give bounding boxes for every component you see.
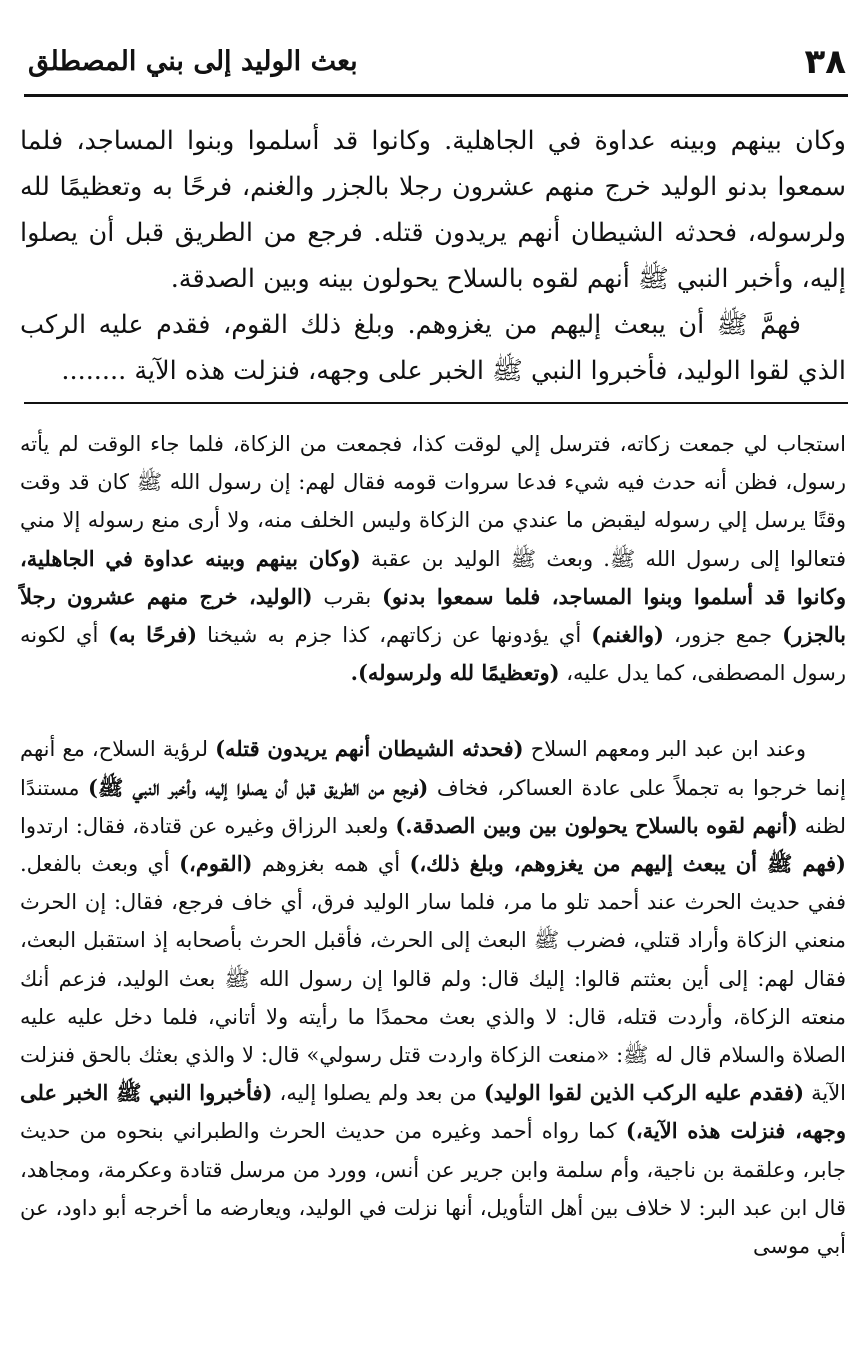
commentary: [20, 425, 846, 1265]
main-paragraph: وكان بينهم وبينه عداوة في الجاهلية. وكانوا قد أسلموا وبنوا المساجد، فلما سمعوا بدنو الوليد خرج منهم عشرون رجلا بالجزر والغنم، فرحًا به وتعظيمًا لله ولرسوله، فحدثه الشيطان أنهم يريدون قتله. فرجع من الطريق قبل أن يصلوا إليه، وأخبر النبي ﷺ أنهم لقوه بالسلاح يحولون بينه وبين الصدقة.: [20, 126, 846, 294]
commentary-text: وعند ابن عبد البر ومعهم السلاح: [523, 737, 806, 762]
header-rule: [24, 94, 848, 97]
commentary-text: أي وبعث بالفعل. ففي حديث الحرث عند أحمد تلو ما مر، فلما سار الوليد فرق، أي خاف فرجع، فقال: إن الحرث منعني الزكاة وأراد قتلي، فضرب ﷺ البعث إلى الحرث، فأقبل الحرث بأصحابه إذ استقبل البعث، فقال لهم: إلى أين بعثتم قالوا: إليك قال: ولم قالوا إن رسول الله ﷺ بعث الوليد، فزعم أنك منعته الزكاة، وأردت قتله، قال: لا والذي بعث محمدًا ما رأيته ولا أتاني، فلما دخل عليه عليه الصلاة والسلام قال له ﷺ: «منعت الزكاة واردت قتل رسولي» قال: لا والذي بعثك بالحق فنزلت الآية: [20, 852, 846, 1106]
main-paragraph: فهمَّ ﷺ أن يبعث إليهم من يغزوهم. وبلغ ذلك القوم، فقدم عليه الركب الذي لقوا الوليد، فأخبروا النبي ﷺ الخبر على وجهه، فنزلت هذه الآية ........: [20, 310, 846, 386]
quoted-text: (فقدم عليه الركب الذين لقوا الوليد): [483, 1080, 805, 1106]
page-header: [28, 40, 846, 90]
commentary-text: أي لكونه رسول المصطفى، كما يدل عليه،: [20, 623, 846, 686]
commentary-text: ولعبد الرزاق وغيره عن قتادة، فقال: ارتدوا: [20, 813, 396, 838]
quoted-text: (الوليد، خرج منهم عشرون رجلاً بالجزر): [20, 583, 847, 648]
running-title: بعث الوليد إلى بني المصطلق: [28, 46, 358, 77]
quoted-text: (فرحًا به): [108, 622, 198, 648]
separator-rule: [24, 402, 848, 404]
quoted-text: (القوم،): [179, 851, 253, 877]
commentary-paragraph: [20, 730, 846, 1265]
quoted-text: (وكان بينهم وبينه عداوة في الجاهلية، وكانوا قد أسلموا وبنوا المساجد، فلما سمعوا بدنو): [20, 545, 846, 609]
commentary-text: أي يؤدونها عن زكاتهم، كذا جزم به شيخنا: [197, 623, 592, 648]
main-text: [20, 118, 846, 394]
quoted-text: (أنهم لقوه بالسلاح يحولون بين وبين الصدقة.): [395, 812, 798, 838]
commentary-text: جمع جزور،: [663, 623, 783, 648]
quoted-text: (والغنم): [591, 622, 664, 648]
commentary-text: أي همه بغزوهم: [252, 852, 410, 877]
quoted-text: (فرجع من الطريق قبل أن يصلوا إليه، وأخبر النبي ﷺ): [88, 774, 429, 800]
commentary-paragraph: [20, 425, 846, 692]
quoted-text: (وتعظيمًا لله ولرسوله).: [350, 660, 560, 686]
commentary-text: بقرب: [312, 584, 382, 609]
quoted-text: (فهم ﷺ أن يبعث إليهم من يغزوهم، وبلغ ذلك،): [409, 851, 846, 877]
commentary-text: كما رواه أحمد وغيره من حديث الحرث والطبراني بنحوه من حديث جابر، وعلقمة بن ناجية، وأم سلمة وابن جرير عن أنس، وورد من مرسل قتادة وعكرمة، ومجاهد، قال ابن عبد البر: لا خلاف بين أهل التأويل، أنها نزلت في الوليد، ويعارضه ما أخرجه أبو داود، عن أبي موسى: [20, 1119, 846, 1259]
commentary-text: استجاب لي جمعت زكاته، فترسل إلي لوقت كذا، فجمعت من الزكاة، فلما جاء الوقت لم يأته رسول، فظن أنه حدث فيه شيء فدعا سروات قومه فقال لهم: إن رسول الله ﷺ كان قد وقت وقتًا يرسل إلي رسوله ليقبض ما عندي من الزكاة وليس الخلف منه، ولا أرى منع رسوله إلا مني فتعالوا إلى رسول الله ﷺ. وبعث ﷺ الوليد بن عقبة: [20, 432, 847, 571]
quoted-text: (فأخبروا النبي ﷺ الخبر على وجهه، فنزلت هذه الآية،): [20, 1080, 847, 1144]
commentary-text: من بعد ولم يصلوا إليه،: [272, 1081, 484, 1106]
commentary-text: لرؤية السلاح، مع أنهم إنما خرجوا به تجملاً على عادة العساكر، فخاف: [20, 737, 846, 800]
commentary-text: مستندًا لظنه: [20, 775, 846, 838]
page-number: ٣٨: [804, 42, 846, 82]
quoted-text: (فحدثه الشيطان أنهم يريدون قتله): [215, 736, 524, 762]
